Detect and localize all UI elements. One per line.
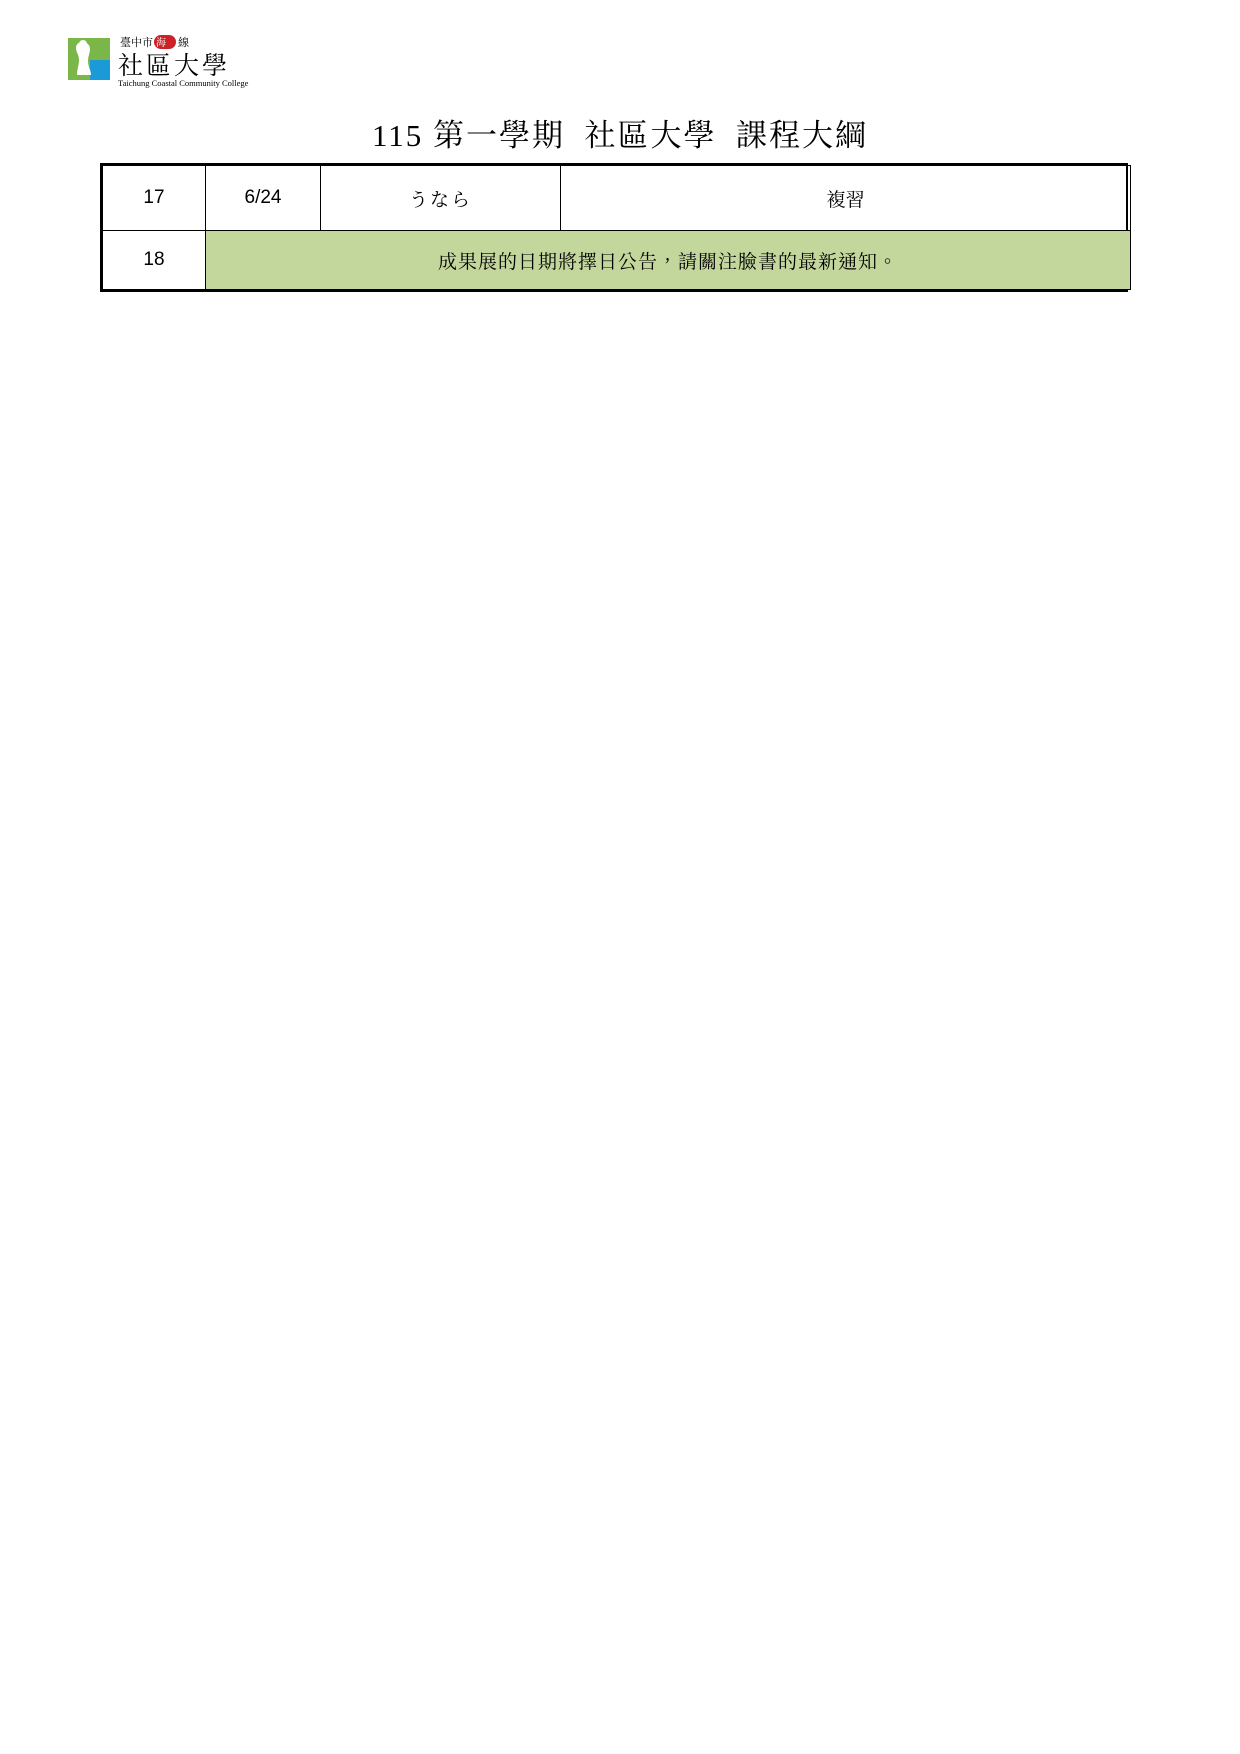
table-row [103,166,1131,231]
cell-week-no: 18 [103,231,206,290]
schedule-table-container [100,163,1128,292]
svg-text:臺中市: 臺中市 [120,37,153,49]
cell-note: 成果展的日期將擇日公告，請關注臉書的最新通知。 [206,231,1131,290]
svg-text:社區大學: 社區大學 [118,53,231,80]
svg-text:海: 海 [156,38,166,49]
cell-description: 複習 [561,166,1131,231]
page-title: 115 第一學期 社區大學 課程大綱 [371,118,869,153]
cell-week-no: 17 [103,166,206,231]
table-row [103,231,1131,290]
schedule-table [102,165,1131,290]
cell-date: 6/24 [206,166,321,231]
svg-text:Taichung Coastal Community Col: Taichung Coastal Community College [118,78,249,88]
cell-topic: うなら [321,166,561,231]
school-logo [62,30,252,92]
svg-text:線: 線 [178,37,189,49]
